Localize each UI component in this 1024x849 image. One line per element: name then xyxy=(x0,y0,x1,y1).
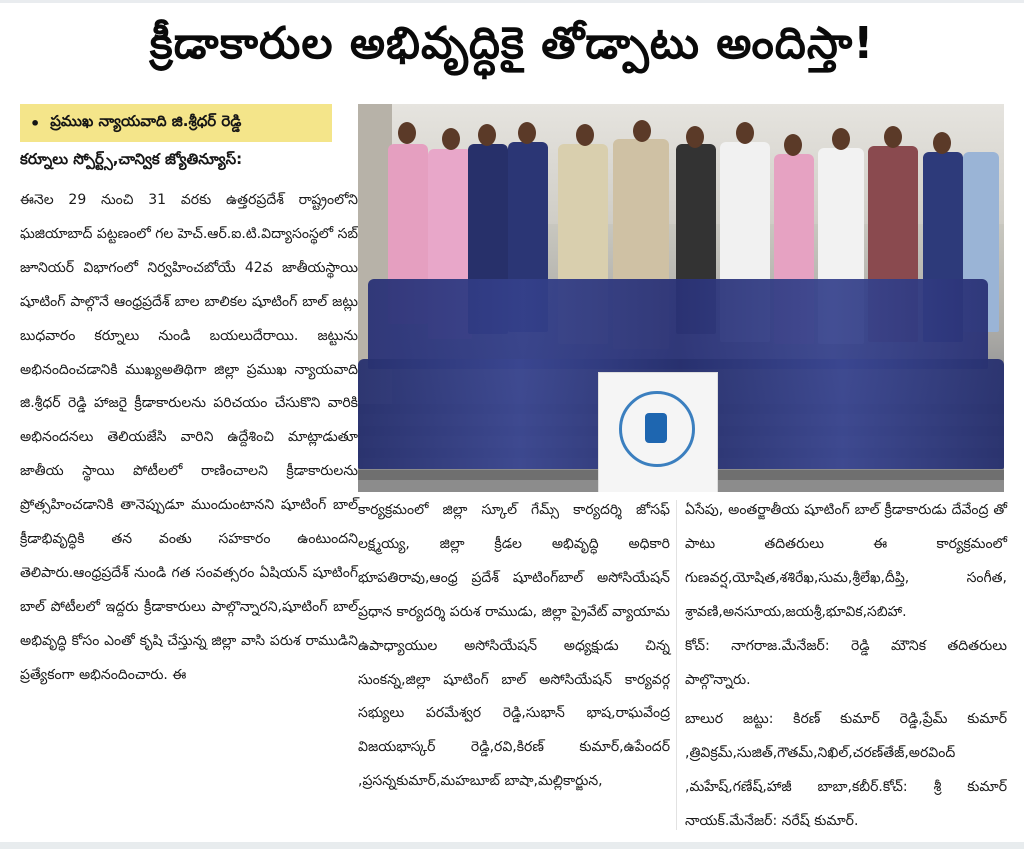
kicker-box xyxy=(20,104,332,142)
middle-column-text: కార్యక్రమంలో జిల్లా స్కూల్ గేమ్స్ కార్యదర్శి జోసఫ్ లక్ష్మయ్య, జిల్లా క్రీడల అభివృద్ధి అధికారి భూపతిరావు,ఆంధ్ర ప్రదేశ్ షూటింగ్‌బాల్ అసోసియేషన్ ప్రధాన కార్యదర్శి పరుశ రాముడు, జిల్లా ప్రైవేట్ వ్యాయామ ఉపాధ్యాయుల అసోసియేషన్ అధ్యక్షుడు చిన్న సుంకన్న,జిల్లా షూటింగ్ బాల్ అసోసియేషన్ కార్యవర్గ సభ్యులు పరమేశ్వర రెడ్డి,సుభాన్ భాష,రాఘవేంద్ర విజయభాస్కర్ రెడ్డి,రవి,కిరణ్ కుమార్,ఉపేందర్ ,ప్రసన్నకుమార్,మహబూబ్ బాషా,మల్లికార్జున, xyxy=(358,502,670,790)
bottom-border xyxy=(0,842,1024,849)
photo-head xyxy=(576,124,594,146)
photo-head xyxy=(784,134,802,156)
dateline: కర్నూలు స్పోర్ట్స్,చాన్విక జ్యోతిన్యూస్: xyxy=(20,150,243,168)
kicker-text: ప్రముఖ న్యాయవాది జి.శ్రీధర్ రెడ్డి xyxy=(50,112,242,130)
team-photo xyxy=(358,104,1004,492)
left-column xyxy=(20,104,360,839)
photo-head xyxy=(518,122,536,144)
banner-player-icon xyxy=(645,413,667,443)
photo-head xyxy=(398,122,416,144)
top-border xyxy=(0,0,1024,3)
photo-head xyxy=(884,126,902,148)
right-column-para-3: బాలుర జట్టు: కిరణ్ కుమార్ రెడ్డి,ప్రేమ్ కుమార్ ,త్రివిక్రమ్,సుజిత్,గౌతమ్,నిఖిల్,చరణ్‌తేజ్,అరవింద్ ,మహేష్,గణేష్,హాజీ బాబా,కబీర్.కోచ్: శ్రీ కుమార్ నాయక్.మేనేజర్: నరేష్ కుమార్. xyxy=(685,711,1007,830)
column-divider xyxy=(676,500,677,830)
photo-head xyxy=(442,128,460,150)
right-column-para-1: ఏసేపు, అంతర్జాతీయ షూటింగ్ బాల్ క్రీడాకారుడు దేవేంద్ర తో పాటు తదితరులు ఈ కార్యక్రమంలో గుణవర్ష,యోషిత,శశిరేఖ,సుమ,శ్రీలేఖ,దీప్తి, సంగీత, శ్రావణి,అనసూయ,జయశ్రీ,భూవిక,సబిహా. xyxy=(685,502,1007,620)
photo-head xyxy=(736,122,754,144)
photo-head xyxy=(832,128,850,150)
right-column-para-2: కోచ్: నాగరాజ.మేనేజర్: రెడ్డి మౌనిక తదితరులు పాల్గొన్నారు. xyxy=(685,637,1007,688)
photo-head xyxy=(633,120,651,142)
photo-head xyxy=(686,126,704,148)
left-column-text: ఈనెల 29 నుంచి 31 వరకు ఉత్తరప్రదేశ్ రాష్ట్రంలోని ఘజియాబాద్ పట్టణంలో గల హెచ్.ఆర్.ఐ.టి.విద్యాసంస్థలో సబ్ జూనియర్ విభాగంలో నిర్వహించబోయే 42వ జాతీయస్థాయి షూటింగ్ పాల్గొనే ఆంధ్రప్రదేశ్ బాల బాలికల షూటింగ్ బాల్ జట్లు బుధవారం కర్నూలు నుండి బయలుదేరాయి. జట్టును అభినందించడానికి ముఖ్యఅతిథిగా జిల్లా ప్రముఖ న్యాయవాది జి.శ్రీధర్ రెడ్డి హాజరై క్రీడాకారులను పరిచయం చేసుకొని వారికి అభినందనలు తెలియజేసి వారిని ఉద్దేశించి మాట్లాడుతూ జాతీయ స్థాయి పోటీలలో రాణించాలని క్రీడాకారులను ప్రోత్సహించడానికి తానెప్పుడూ ముందుంటానని షూటింగ్ బాల్ క్రీడాభివృద్ధికి తన వంతు సహకారం ఉంటుందని తెలిపారు.ఆంధ్రప్రదేశ్ నుండి గత సంవత్సరం ఏషియన్ షూటింగ్ బాల్ పోటీలలో ఇద్దరు క్రీడాకారులు పాల్గొన్నారని,షూటింగ్ బాల్ అభివృద్ధి కోసం ఎంతో కృషి చేస్తున్న జిల్లా వాసి పరుశ రాముడిని ప్రత్యేకంగా అభినందించారు. ఈ xyxy=(20,192,358,683)
middle-column xyxy=(358,494,670,799)
right-column xyxy=(685,494,1007,839)
photo-head xyxy=(478,124,496,146)
kicker-bullet: • xyxy=(30,113,41,133)
headline: క్రీడాకారుల అభివృద్ధికై తోడ్పాటు అందిస్తా! xyxy=(149,18,875,69)
photo-middle-row xyxy=(368,279,988,369)
photo-head xyxy=(933,132,951,154)
association-banner xyxy=(598,372,718,492)
